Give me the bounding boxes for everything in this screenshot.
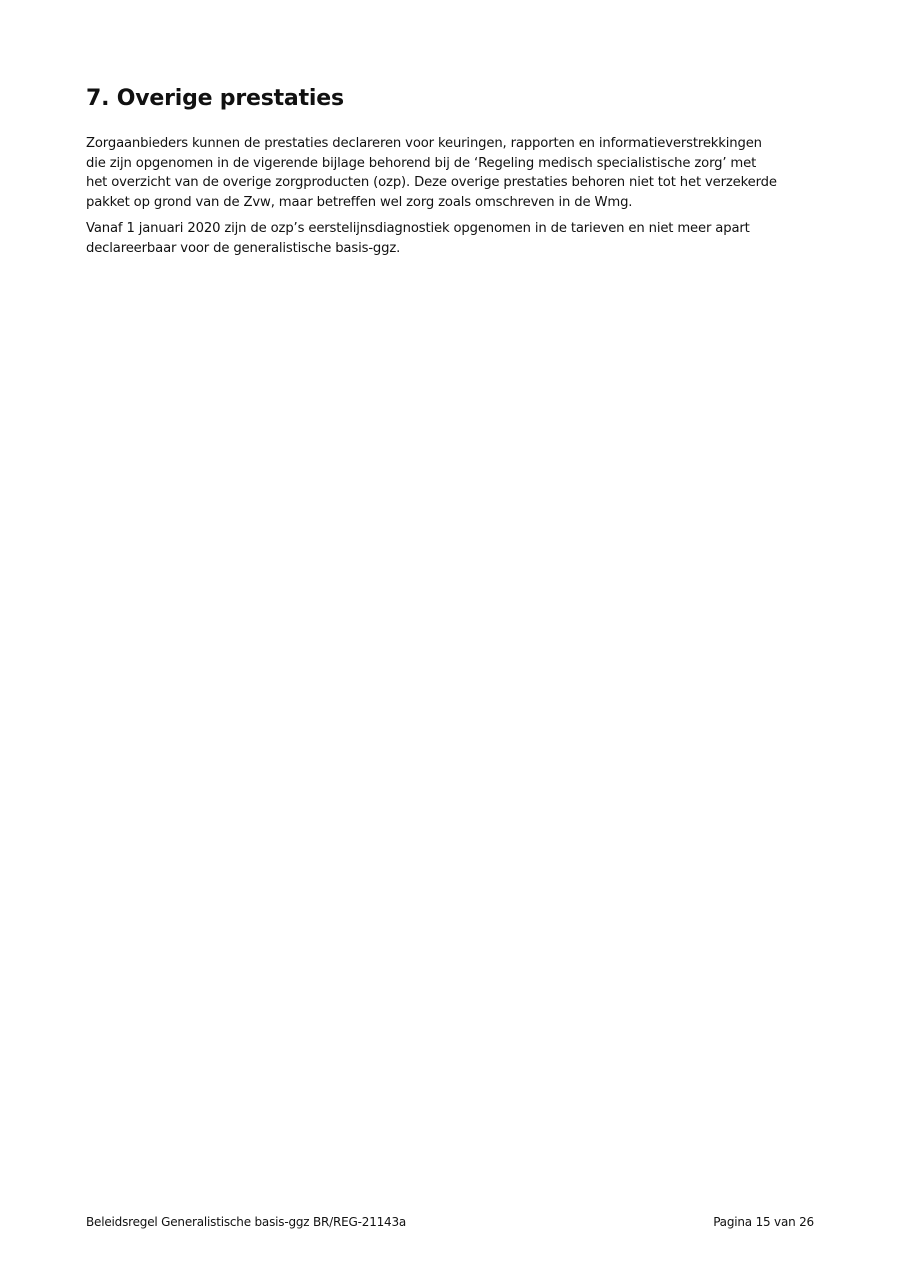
section-heading: 7. Overige prestaties: [86, 86, 344, 111]
paragraph-line: die zijn opgenomen in de vigerende bijlage behorend bij de ‘Regeling medisch specialistische zorg’ met: [86, 155, 757, 171]
page-footer: [86, 1213, 814, 1231]
paragraph-line: Zorgaanbieders kunnen de prestaties declareren voor keuringen, rapporten en informatieverstrekkingen: [86, 136, 762, 151]
paragraph-overige-prestaties: [86, 134, 806, 212]
paragraph-line: Vanaf 1 januari 2020 zijn de ozp’s eerstelijnsdiagnostiek opgenomen in de tarieven en niet meer apart: [86, 221, 750, 236]
footer-page-number: Pagina 15 van 26: [713, 1215, 814, 1229]
paragraph-line: het overzicht van de overige zorgproducten (ozp). Deze overige prestaties behoren niet tot het verzekerde: [86, 175, 777, 190]
paragraph-line: declareerbaar voor de generalistische basis-ggz.: [86, 240, 401, 256]
paragraph-ozp-eerstelijnsdiagnostiek: [86, 219, 806, 258]
footer-document-title: Beleidsregel Generalistische basis-ggz BR/REG-21143a: [86, 1215, 407, 1229]
paragraph-line: pakket op grond van de Zvw, maar betreffen wel zorg zoals omschreven in de Wmg.: [86, 194, 633, 210]
body-text: [86, 134, 806, 265]
